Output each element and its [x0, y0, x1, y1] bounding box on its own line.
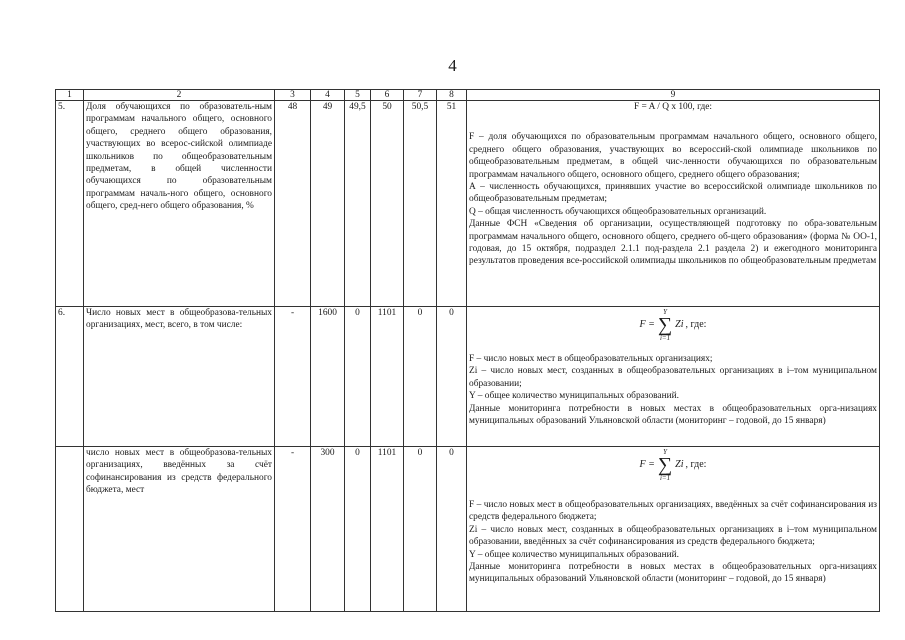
description-paragraph: Y – общее количество муниципальных образований.	[469, 549, 679, 560]
formula-term: Zi	[675, 458, 684, 470]
methodology-cell	[467, 307, 880, 447]
table-row	[56, 307, 880, 447]
value-cell: 50	[371, 101, 404, 307]
value-cell: -	[275, 307, 311, 447]
column-header: 3	[275, 90, 311, 101]
methodology-cell	[467, 101, 880, 307]
description-paragraph: F – число новых мест в общеобразовательных организациях;	[469, 354, 713, 364]
table-header-row	[56, 90, 880, 101]
description-paragraph: Q – общая численность обучающихся общеобразовательных организаций.	[469, 206, 767, 217]
row-number: 6.	[56, 307, 84, 447]
column-header: 8	[437, 90, 467, 101]
value-cell: 48	[275, 101, 311, 307]
value-cell: 50,5	[404, 101, 437, 307]
formula-tail: , где:	[685, 318, 707, 330]
description-paragraph: Данные мониторинга потребности в новых местах в общеобразовательных орга-низациях муниципальных образований Ульяновской области (мониторинг – годовой, до 15 января)	[469, 403, 877, 427]
column-header: 1	[56, 90, 84, 101]
sum-formula	[469, 449, 877, 481]
value-cell: 1600	[311, 307, 345, 447]
formula-lhs: F =	[639, 458, 655, 470]
description-paragraph: Данные мониторинга потребности в новых местах в общеобразовательных орга-низациях муниципальных образований Ульяновской области (мониторинг – годовой, до 15 января)	[469, 562, 877, 585]
table-row	[56, 101, 880, 307]
sigma-icon: Y ∑ i=1	[657, 308, 673, 342]
page-number: 4	[448, 56, 457, 75]
column-header: 7	[404, 90, 437, 101]
value-cell: 0	[345, 307, 371, 447]
value-cell: 51	[437, 101, 467, 307]
sum-lower-limit: i=1	[659, 334, 671, 342]
value-cell: 0	[437, 307, 467, 447]
sum-upper-limit: Y	[663, 448, 667, 456]
row-number	[56, 447, 84, 612]
value-cell: 0	[437, 447, 467, 612]
description-paragraph: Zi – число новых мест, созданных в общеобразовательных организациях в i–том муниципальном образовании;	[469, 366, 877, 389]
indicator-name: Доля обучающихся по образователь-ным программам начального общего, основного общего, среднего общего образования, участвующих во всерос-сийской олимпиаде школьников по общеобразовательным предметам, в общей численности обучающихся по образовательным программам началь-ного общего, основного общего, сред-него общего образования, %	[84, 101, 275, 307]
description-paragraph: А – численность обучающихся, принявших участие во всероссийской олимпиаде школьников по общеобразовательным предметам;	[469, 182, 877, 205]
description-paragraph: Y – общее количество муниципальных образований.	[469, 391, 679, 402]
methodology-cell	[467, 447, 880, 612]
column-header: 5	[345, 90, 371, 101]
description-paragraph: Zi – число новых мест, созданных в общеобразовательных организациях в i–том муниципальном образовании, введённых за счёт софинансирования из средств федерального бюджета;	[469, 524, 877, 548]
description-paragraph: F – доля обучающихся по образовательным программам начального общего, основного общего, среднего общего образования, участвующих во всероссий-ской олимпиаде школьников по общеобразовательным предметам, в общей чис-ленности обучающихся по образовательным программам начального общего, основного общего, среднего общего образования;	[469, 132, 877, 180]
sum-formula	[469, 309, 877, 341]
value-cell: -	[275, 447, 311, 612]
formula: F = A / Q х 100, где:	[633, 102, 713, 112]
indicators-table	[55, 89, 880, 612]
sigma-icon: Y ∑ i=1	[657, 448, 673, 482]
value-cell: 1101	[371, 307, 404, 447]
description-paragraph: Данные ФСН «Сведения об организации, осуществляющей подготовку по обра-зовательным программам начального общего, основного общего, среднего об-щего образования» (форма № ОО-1, годовая, до 15 октября, подраздел 2.1.1 под-раздела 2.1 раздела 2) и ежегодного мониторинга результатов проведения все-российской олимпиады школьников по общеобразовательным предметам	[469, 219, 877, 267]
column-header: 4	[311, 90, 345, 101]
value-cell: 49	[311, 101, 345, 307]
column-header: 6	[371, 90, 404, 101]
indicator-name: число новых мест в общеобразова-тельных организациях, введённых за счёт софинансирования из средств федерального бюджета, мест	[84, 447, 275, 612]
value-cell: 0	[345, 447, 371, 612]
value-cell: 1101	[371, 447, 404, 612]
column-header: 2	[84, 90, 275, 101]
value-cell: 300	[311, 447, 345, 612]
formula-tail: , где:	[685, 458, 707, 470]
formula-lhs: F =	[639, 318, 655, 330]
sum-lower-limit: i=1	[659, 474, 671, 482]
value-cell: 49,5	[345, 101, 371, 307]
indicator-name: Число новых мест в общеобразова-тельных организациях, мест, всего, в том числе:	[84, 307, 275, 447]
row-number: 5.	[56, 101, 84, 307]
sum-upper-limit: Y	[663, 308, 667, 316]
description-paragraph: F – число новых мест в общеобразовательных организациях, введённых за счёт софинансирования из средств федерального бюджета;	[469, 500, 877, 523]
column-header: 9	[467, 90, 880, 101]
table-row	[56, 447, 880, 612]
value-cell: 0	[404, 447, 437, 612]
formula-term: Zi	[675, 318, 684, 330]
value-cell: 0	[404, 307, 437, 447]
